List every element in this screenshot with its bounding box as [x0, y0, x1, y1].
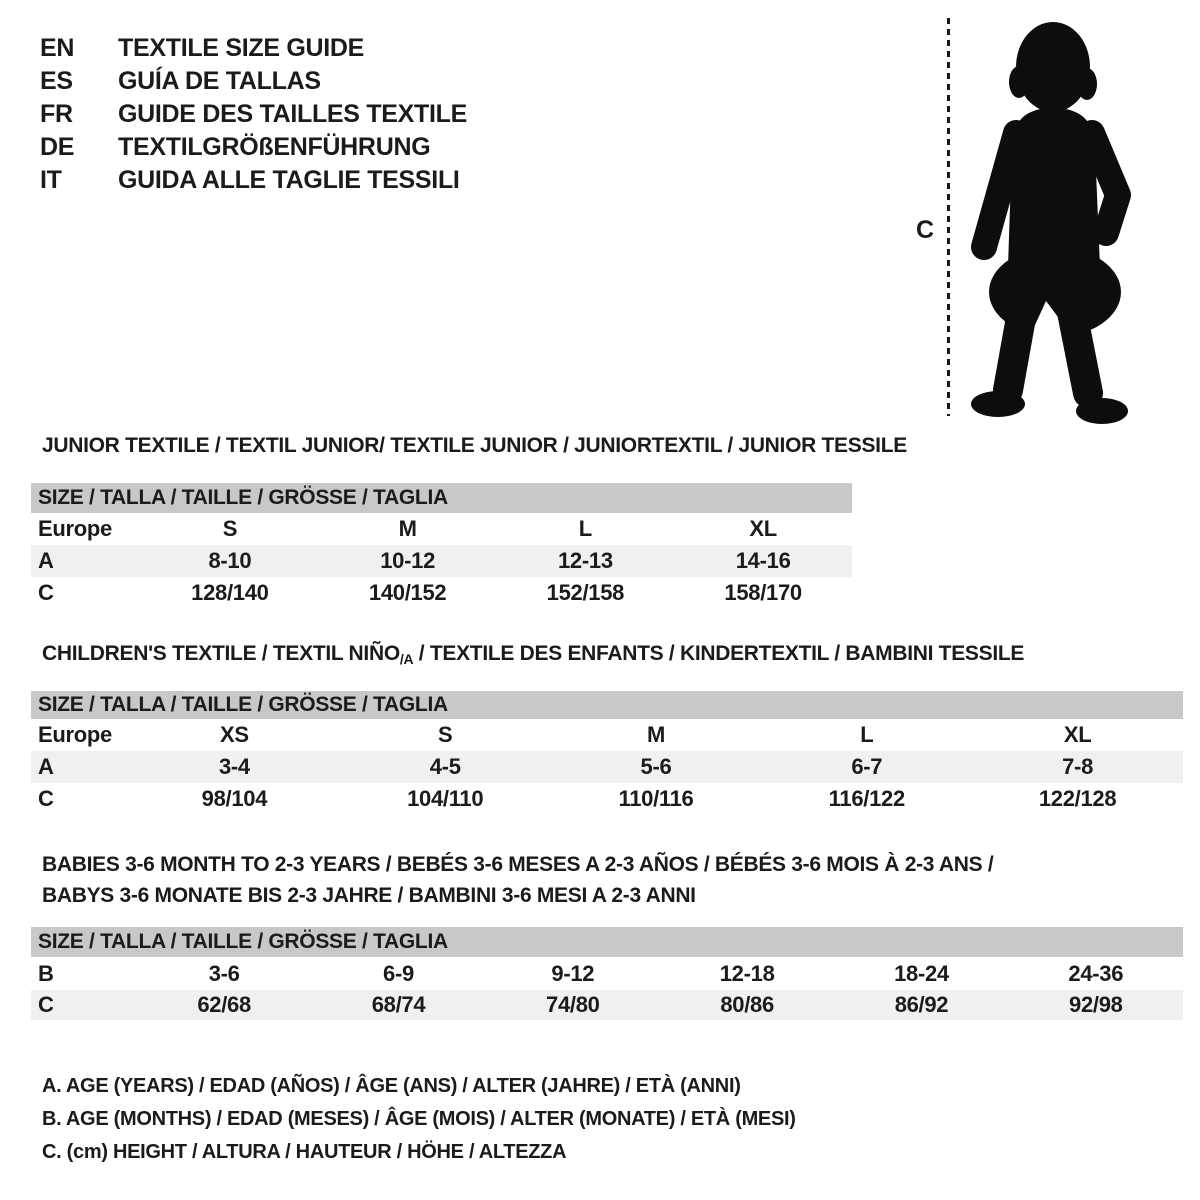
table-cell: 5-6 [640, 754, 672, 779]
language-row-de [40, 131, 467, 164]
language-row-es [40, 65, 467, 98]
table-cell: 6-7 [851, 754, 883, 779]
table-cell: XL [749, 516, 777, 541]
table-cell: 152/158 [546, 580, 625, 605]
table-cell: 62/68 [197, 992, 251, 1017]
table-row-height [31, 577, 852, 609]
row-label: C [38, 580, 54, 605]
row-label: B [38, 961, 54, 986]
children-heading-subscript: /A [399, 651, 414, 667]
table-cell: 128/140 [191, 580, 269, 605]
language-code: EN [40, 34, 75, 62]
table-cell: 18-24 [894, 961, 949, 986]
table-row-height [31, 990, 1183, 1020]
table-cell: 98/104 [201, 786, 268, 811]
table-cell: 74/80 [546, 992, 600, 1017]
guide-title-es: GUÍA DE TALLAS [118, 67, 321, 95]
table-cell: 80/86 [720, 992, 774, 1017]
row-label: C [38, 786, 54, 811]
babies-heading-line2: BABYS 3-6 MONATE BIS 2-3 JAHRE / BAMBINI 3-6 MESI A 2-3 ANNI [42, 884, 696, 907]
table-cell: 3-6 [208, 961, 240, 986]
table-cell: M [398, 516, 417, 541]
table-cell: 12-18 [719, 961, 775, 986]
junior-section-heading: JUNIOR TEXTILE / TEXTIL JUNIOR/ TEXTILE JUNIOR / JUNIORTEXTIL / JUNIOR TESSILE [42, 434, 907, 457]
row-label: Europe [38, 516, 112, 541]
children-size-table [31, 691, 1183, 815]
row-label: C [38, 992, 54, 1017]
babies-heading-line1: BABIES 3-6 MONTH TO 2-3 YEARS / BEBÉS 3-6 MESES A 2-3 AÑOS / BÉBÉS 3-6 MOIS À 2-3 ANS / [42, 853, 994, 876]
table-cell: 158/170 [724, 580, 802, 605]
table-cell: 8-10 [208, 548, 252, 573]
children-heading-text: / TEXTILE DES ENFANTS / KINDERTEXTIL / BAMBINI TESSILE [413, 642, 1025, 665]
table-cell: XS [220, 722, 249, 747]
legend-line-c: C. (cm) HEIGHT / ALTURA / HAUTEUR / HÖHE / ALTEZZA [42, 1141, 567, 1163]
language-code: DE [40, 133, 75, 161]
row-label: Europe [38, 722, 112, 747]
table-cell: 6-9 [383, 961, 414, 986]
language-code: FR [40, 100, 73, 128]
legend-line-a: A. AGE (YEARS) / EDAD (AÑOS) / ÂGE (ANS) / ALTER (JAHRE) / ETÀ (ANNI) [42, 1075, 741, 1097]
table-cell: L [578, 516, 592, 541]
row-label: A [38, 548, 54, 573]
table-row-europe [31, 719, 1183, 751]
table-cell: 110/116 [618, 786, 694, 811]
guide-title-de: TEXTILGRÖßENFÜHRUNG [118, 133, 431, 161]
table-cell: 10-12 [380, 548, 436, 573]
legend [42, 1070, 796, 1169]
legend-line-b: B. AGE (MONTHS) / EDAD (MESES) / ÂGE (MOIS) / ALTER (MONATE) / ETÀ (MESI) [42, 1108, 796, 1130]
table-row-europe [31, 513, 852, 545]
table-cell: 68/74 [371, 992, 426, 1017]
table-cell: S [438, 722, 453, 747]
children-heading-text: CHILDREN'S TEXTILE / TEXTIL NIÑO [42, 642, 400, 665]
guide-title-fr: GUIDE DES TAILLES TEXTILE [118, 100, 468, 128]
table-row-age [31, 751, 1183, 783]
size-header-bar: SIZE / TALLA / TAILLE / GRÖSSE / TAGLIA [31, 691, 1183, 719]
table-cell: L [860, 722, 874, 747]
language-row-en [40, 32, 467, 65]
size-header-bar: SIZE / TALLA / TAILLE / GRÖSSE / TAGLIA [31, 927, 1183, 957]
language-code: ES [40, 67, 73, 95]
table-cell: 4-5 [429, 754, 461, 779]
children-section-heading [42, 641, 1024, 672]
language-list [40, 32, 467, 197]
height-measure-label: C [916, 216, 934, 244]
size-header-bar: SIZE / TALLA / TAILLE / GRÖSSE / TAGLIA [31, 483, 852, 513]
language-code: IT [40, 166, 62, 194]
table-cell: 3-4 [218, 754, 250, 779]
table-cell: 122/128 [1038, 786, 1117, 811]
table-cell: XL [1063, 722, 1092, 747]
table-cell: 92/98 [1069, 992, 1123, 1017]
table-cell: 104/110 [407, 786, 484, 811]
table-cell: 116/122 [828, 786, 905, 811]
table-row-age-months [31, 957, 1183, 990]
guide-title-en: TEXTILE SIZE GUIDE [118, 34, 365, 62]
table-row-height [31, 783, 1183, 815]
table-cell: 140/152 [368, 580, 447, 605]
table-cell: 9-12 [551, 961, 595, 986]
height-measure-line [947, 18, 950, 416]
babies-section-heading [42, 849, 993, 911]
table-cell: 7-8 [1062, 754, 1094, 779]
table-cell: M [646, 722, 665, 747]
toddler-silhouette-icon [960, 15, 1145, 425]
table-cell: 12-13 [557, 548, 613, 573]
babies-size-table [31, 927, 1183, 1020]
junior-size-table [31, 483, 852, 609]
guide-title-it: GUIDA ALLE TAGLIE TESSILI [118, 166, 460, 194]
table-cell: 14-16 [735, 548, 791, 573]
language-row-fr [40, 98, 467, 131]
row-label: A [38, 754, 54, 779]
table-cell: 24-36 [1068, 961, 1124, 986]
table-cell: 86/92 [894, 992, 949, 1017]
table-row-age [31, 545, 852, 577]
table-cell: S [222, 516, 238, 541]
language-row-it [40, 164, 467, 197]
